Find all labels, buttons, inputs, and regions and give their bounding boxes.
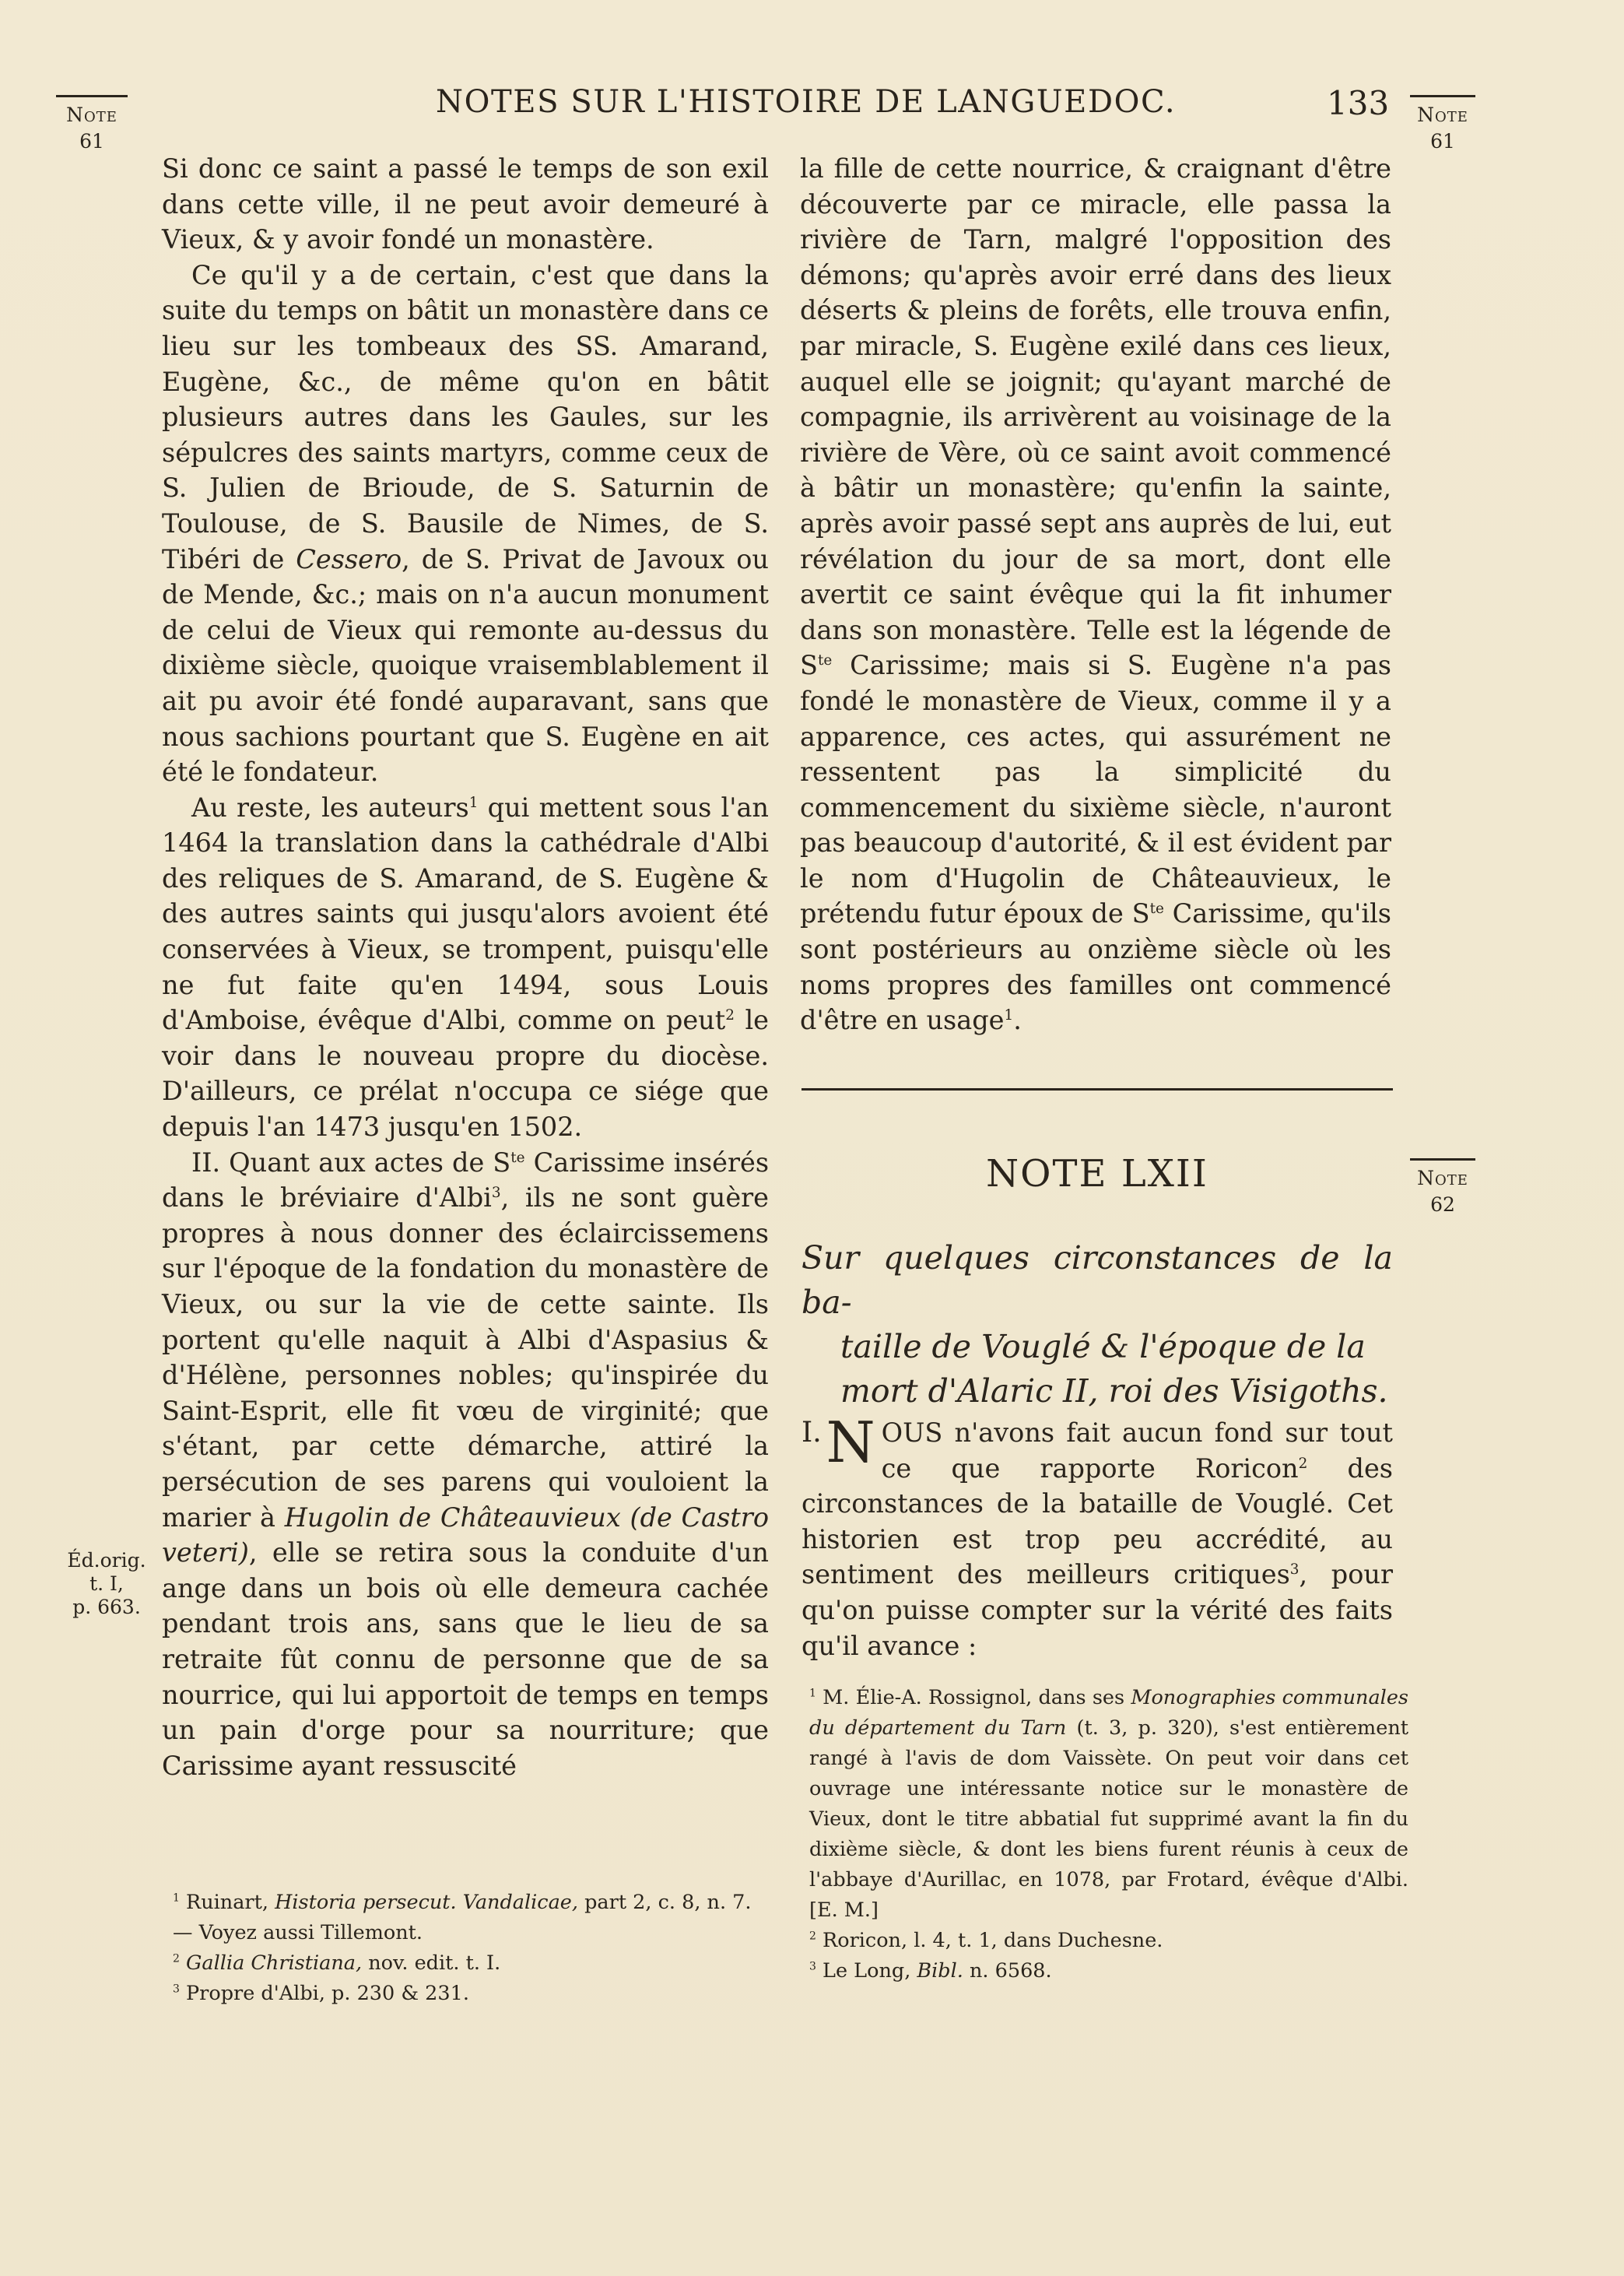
- text-run: part 2, c. 8, n. 7. — Voyez aussi Tillemont.: [173, 1891, 752, 1944]
- drop-cap: N: [826, 1410, 875, 1475]
- footnote-ref: 1: [468, 794, 479, 811]
- footnotes-left: [173, 1888, 772, 2009]
- text-run: Roricon, l. 4, t. 1, dans Duchesne.: [816, 1929, 1163, 1952]
- text-run: Le Long,: [816, 1959, 917, 1983]
- footnote: [809, 1683, 1408, 1926]
- note-heading: NOTE LXII: [986, 1152, 1208, 1196]
- text-run: Ce qu'il y a de certain, c'est que dans la suite du temps on bâtit un monastère dans ce lieu sur les tombeaux des SS. Amarand, Eugène, &c., de même qu'on en bâtit plusieurs autres dans les Gaules, sur les sépulcres des saints martyrs, comme ceux de S. Julien de Brioude, de S. Saturnin de Toulouse, de S. Bausile de Nimes, de S. Tibéri de: [162, 259, 769, 574]
- subtitle-line: Sur quelques circonstances de la ba-: [801, 1239, 1393, 1321]
- subtitle-line: mort d'Alaric II, roi des Visigoths.: [840, 1372, 1388, 1410]
- running-header-title: NOTES SUR L'HISTOIRE DE LANGUEDOC.: [436, 84, 1177, 120]
- italic-text: Historia persecut. Vandalicae,: [275, 1891, 578, 1914]
- footnote-ref: 1: [1004, 1007, 1014, 1024]
- text-run: des circonstances de la bataille de Vouglé. Cet historien est trop peu accrédité, au sentiment des meilleurs critiques: [801, 1452, 1393, 1590]
- text-run: qui mettent sous l'an 1464 la translation dans la cathédrale d'Albi des reliques de S. Amarand, de S. Eugène & des autres saints qui jusqu'alors avoient été conservées à Vieux, se trompent, puisqu'elle ne fut faite qu'en 1494, sous Louis d'Amboise, évêque d'Albi, comme on peut: [162, 792, 769, 1036]
- text-run: Carissime, qu'ils sont postérieurs au onzième siècle où les noms propres des familles ont commencé d'être en usage: [800, 898, 1391, 1036]
- footnotes-right: [809, 1683, 1408, 1986]
- footnote-mark: 1: [173, 1891, 180, 1905]
- footnote-mark: 3: [173, 1983, 180, 1996]
- section-divider: [801, 1088, 1393, 1091]
- edition-ref-line: t. I,: [89, 1572, 124, 1595]
- text-run: Au reste, les auteurs: [191, 792, 469, 823]
- text-run: Propre d'Albi, p. 230 & 231.: [179, 1982, 469, 2005]
- left-column: [162, 151, 769, 1783]
- margin-note-label: Note: [66, 104, 118, 126]
- text-run: M. Élie-A. Rossignol, dans ses: [816, 1686, 1131, 1709]
- text-run: , pour qu'on puisse compter sur la vérité des faits qu'il avance :: [801, 1559, 1393, 1661]
- italic-text: Bibl.: [917, 1959, 963, 1983]
- text-run: Carissime; mais si S. Eugène n'a pas fondé le monastère de Vieux, comme il y a apparence, ces actes, qui assurément ne ressentent pas la simplicité du commencement du sixième siècle, n'auront pas beaucoup d'autorité, & il est évident par le nom d'Hugolin de Châteauvieux, le prétendu futur époux de S: [800, 650, 1391, 929]
- footnote: [809, 1926, 1408, 1956]
- paragraph: [162, 790, 769, 1145]
- footnote-mark: 2: [173, 1952, 180, 1965]
- text-run: .: [1013, 1005, 1022, 1036]
- note62-body: [801, 1410, 1393, 1663]
- text-run: la fille de cette nourrice, & craignant d'être découverte par ce miracle, elle passa la rivière de Tarn, malgré l'opposition des démons; qu'après avoir erré dans des lieux déserts & pleins de forêts, elle trouva enfin, par miracle, S. Eugène exilé dans ces lieux, auquel elle se joignit; qu'ayant marché de compagnie, ils arrivèrent au voisinage de la rivière de Vère, où ce saint avoit commencé à bâtir un monastère; qu'enfin la sainte, après avoir passé sept ans auprès de lui, eut révélation du jour de sa mort, dont elle avertit ce saint évêque qui la fit inhumer dans son monastère. Telle est la légende de S: [800, 153, 1391, 681]
- footnote: [173, 1888, 772, 1948]
- superscript: te: [510, 1149, 525, 1166]
- italic-text: (de Castro veteri): [162, 1502, 769, 1568]
- text-run: , ils ne sont guère propres à nous donner des éclaircissemens sur l'époque de la fondation du monastère de Vieux, ou sur la vie de cette sainte. Ils portent qu'elle naquit à Albi d'Aspasius & d'Hélène, personnes nobles; qu'inspirée du Saint-Esprit, elle fit vœu de virginité; que s'étant, par cette démarche, attiré la persécution de ses parens qui vouloient la marier à: [162, 1182, 769, 1533]
- paragraph: [162, 258, 769, 790]
- footnote-mark: 3: [809, 1960, 816, 1973]
- subtitle-line: taille de Vouglé & l'époque de la: [840, 1328, 1366, 1365]
- footnote-ref: 3: [491, 1185, 501, 1202]
- text-run: n. 6568.: [963, 1959, 1052, 1983]
- footnote-ref: 2: [725, 1007, 735, 1024]
- italic-text: Hugolin de Châteauvieux: [284, 1502, 621, 1533]
- margin-note-label: Note: [1417, 1167, 1468, 1189]
- page-number: 133: [1327, 84, 1390, 122]
- text-run: le voir dans le nouveau propre du diocèse. D'ailleurs, ce prélat n'occupa ce siége que depuis l'an 1473 jusqu'en 1502.: [162, 1005, 769, 1143]
- edition-reference: [64, 1549, 149, 1619]
- footnote-mark: 2: [809, 1930, 816, 1943]
- text-run: Carissime insérés dans le bréviaire d'Albi: [162, 1147, 770, 1214]
- italic-text: Cessero: [296, 543, 402, 574]
- italic-text: Monographies communales du département du Tarn: [809, 1686, 1409, 1740]
- margin-note-number: 61: [79, 130, 104, 153]
- margin-note-right-top: [1410, 95, 1475, 155]
- edition-ref-line: Éd.orig.: [67, 1549, 146, 1572]
- superscript: te: [817, 652, 833, 669]
- note-subtitle: [801, 1236, 1393, 1414]
- right-column: [800, 151, 1391, 1038]
- paragraph: [162, 1145, 769, 1784]
- footnote-ref: 3: [1289, 1561, 1300, 1579]
- edition-ref-line: p. 663.: [72, 1596, 141, 1618]
- footnote-mark: 1: [809, 1687, 816, 1700]
- italic-text: Gallia Christiana,: [186, 1951, 363, 1975]
- paragraph: Si donc ce saint a passé le temps de son exil dans cette ville, il ne peut avoir demeuré à Vieux, & y avoir fondé un monastère.: [162, 153, 769, 255]
- footnote: [809, 1956, 1408, 1986]
- text-run: OUS n'avons fait aucun fond sur tout ce que rapporte Roricon: [881, 1417, 1393, 1484]
- margin-rule: [56, 95, 128, 97]
- paragraph: [800, 151, 1391, 1038]
- text-run: , elle se retira sous la conduite d'un ange dans un bois où elle demeura cachée pendant trois ans, sans que le lieu de sa retraite fût connu de personne que de sa nourrice, qui lui apportoit de temps en temps un pain d'orge pour sa nourriture; que Carissime ayant ressuscité: [162, 1537, 769, 1781]
- text-run: II. Quant aux actes de S: [191, 1147, 511, 1178]
- footnote: [173, 1948, 772, 1979]
- footnote-ref: 2: [1298, 1455, 1308, 1472]
- text-run: Ruinart,: [179, 1891, 275, 1914]
- margin-note-label: Note: [1417, 104, 1468, 126]
- margin-rule: [1410, 95, 1475, 97]
- margin-rule: [1410, 1158, 1475, 1161]
- margin-note-number: 61: [1430, 130, 1455, 153]
- footnote: [173, 1979, 772, 2009]
- margin-note-left-top: [56, 95, 128, 155]
- margin-note-number: 62: [1430, 1193, 1455, 1216]
- superscript: te: [1149, 901, 1164, 918]
- section-number: I.: [801, 1417, 822, 1449]
- text-run: nov. edit. t. I.: [362, 1951, 501, 1975]
- text-run: (t. 3, p. 320), s'est entièrement rangé à l'avis de dom Vaissète. On peut voir dans cet ouvrage une intéressante notice sur le monastère de Vieux, dont le titre abbatial fut supprimé avant la fin du dixième siècle, & dont les biens furent réunis à ceux de l'abbaye d'Aurillac, en 1078, par Frotard, évêque d'Albi. [E. M.]: [809, 1716, 1408, 1922]
- text-run: , de S. Privat de Javoux ou de Mende, &c.; mais on n'a aucun monument de celui de Vieux qui remonte au-dessus du dixième siècle, quoique vraisemblablement il ait pu avoir été fondé auparavant, sans que nous sachions pourtant que S. Eugène en ait été le fondateur.: [162, 543, 769, 788]
- margin-note-right-mid: [1410, 1158, 1475, 1218]
